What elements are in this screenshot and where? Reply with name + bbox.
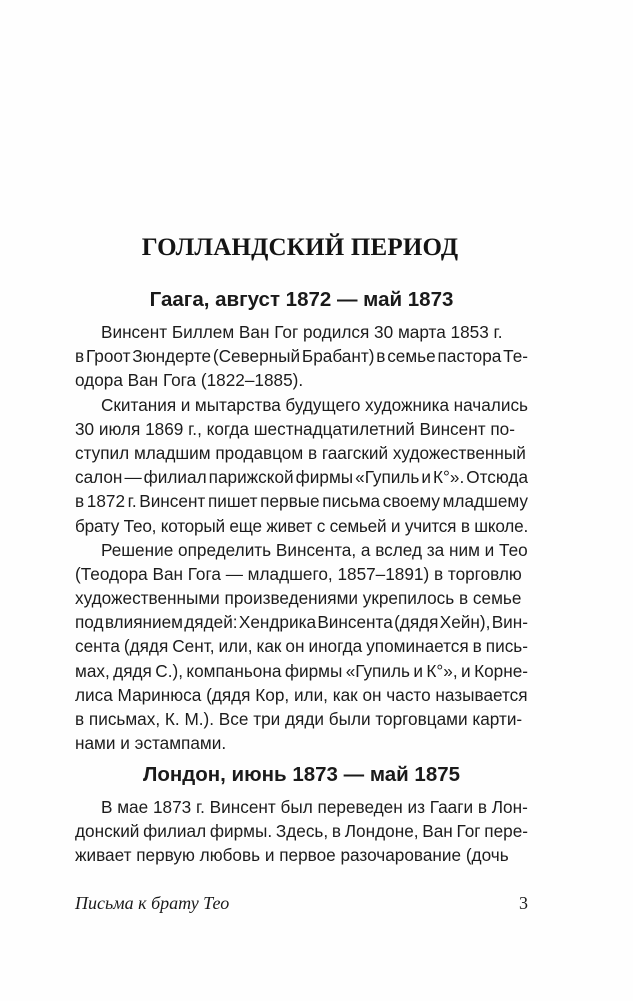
text-line: в письмах, К. М.). Все три дяди были торговцами карти- <box>75 709 523 729</box>
text-line: живает первую любовь и первое разочарование (дочь <box>75 845 509 866</box>
section-heading-hague: Гаага, август 1872 — май 1873 <box>149 288 454 311</box>
section-body-london <box>75 795 528 868</box>
text-line: ступил младшим продавцом в гаагский художественный <box>75 442 526 463</box>
text-line: брату Тео, который еще живет с семьей и учится в школе. <box>75 515 528 536</box>
text-line: (Теодора Ван Гога — младшего, 1857–1891) в торговлю <box>75 563 522 584</box>
text-line: художественными произведениями укрепилось в семье <box>75 588 522 609</box>
chapter-title: ГОЛЛАНДСКИЙ ПЕРИОД <box>141 234 459 261</box>
text-line: мах, дядя С.), компаньона фирмы «Гупиль и К°», и Корне- <box>75 660 528 681</box>
page-number: 3 <box>519 893 528 913</box>
running-footer-book-title: Письма к брату Тео <box>75 893 230 913</box>
section-body-hague <box>75 320 528 755</box>
text-line: в 1872 г. Винсент пишет первые письма своему младшему <box>75 491 528 512</box>
text-line: Скитания и мытарства будущего художника начались <box>101 394 528 415</box>
text-line: Винсент Биллем Ван Гог родился 30 марта 1853 г. <box>101 322 503 342</box>
text-line: донский филиал фирмы. Здесь, в Лондоне, Ван Гог пере- <box>75 821 528 842</box>
text-line: одора Ван Гога (1822–1885). <box>75 370 304 391</box>
text-line: Решение определить Винсента, а вслед за ним и Тео <box>101 539 528 560</box>
text-line: лиса Маринюса (дядя Кор, или, как он часто называется <box>75 684 528 705</box>
section-heading-london: Лондон, июнь 1873 — май 1875 <box>142 763 461 786</box>
text-line: сента (дядя Сент, или, как он иногда упоминается в пись- <box>75 636 528 657</box>
text-line: под влиянием дядей: Хендрика Винсента (дядя Хейн), Вин- <box>75 612 528 633</box>
text-line: салон — филиал парижской фирмы «Гупиль и К°». Отсюда <box>75 467 528 488</box>
text-line: нами и эстампами. <box>75 733 227 754</box>
text-line: В мае 1873 г. Винсент был переведен из Гааги в Лон- <box>101 797 528 817</box>
text-line: в Гроот Зюндерте (Северный Брабант) в семье пастора Те- <box>75 346 528 367</box>
text-line: 30 июля 1869 г., когда шестнадцатилетний Винсент по- <box>75 418 515 439</box>
